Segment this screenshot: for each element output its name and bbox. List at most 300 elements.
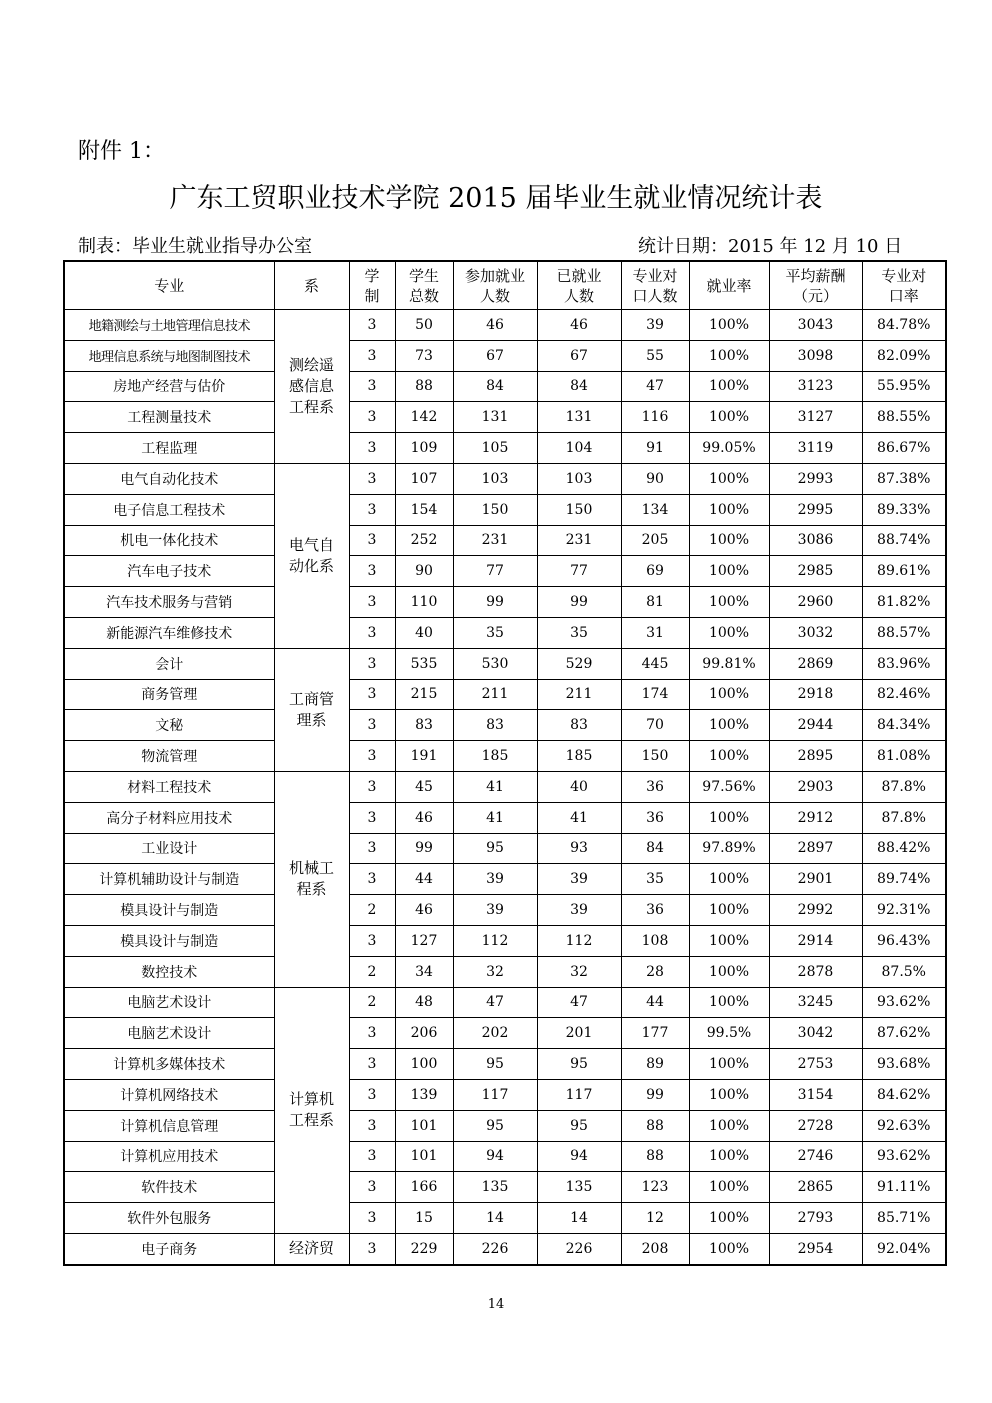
- cell-major: 计算机信息管理: [64, 1110, 274, 1141]
- cell-matched: 70: [621, 710, 689, 741]
- cell-years: 3: [349, 525, 395, 556]
- cell-major: 电子信息工程技术: [64, 494, 274, 525]
- cell-years: 3: [349, 833, 395, 864]
- cell-years: 3: [349, 1141, 395, 1172]
- table-row: [64, 1079, 946, 1110]
- cell-participating: 99: [453, 587, 537, 618]
- cell-employment-rate: 100%: [689, 371, 769, 402]
- cell-employment-rate: 99.5%: [689, 1018, 769, 1049]
- cell-years: 3: [349, 433, 395, 464]
- table-maker: 制表：毕业生就业指导办公室: [78, 236, 312, 257]
- cell-employed: 112: [537, 925, 621, 956]
- cell-years: 2: [349, 956, 395, 987]
- cell-matched: 177: [621, 1018, 689, 1049]
- cell-years: 3: [349, 463, 395, 494]
- table-row: [64, 617, 946, 648]
- cell-avg-salary: 2912: [769, 802, 862, 833]
- cell-matched: 69: [621, 556, 689, 587]
- cell-avg-salary: 2944: [769, 710, 862, 741]
- cell-avg-salary: 2985: [769, 556, 862, 587]
- cell-employment-rate: 100%: [689, 587, 769, 618]
- cell-major: 高分子材料应用技术: [64, 802, 274, 833]
- cell-participating: 41: [453, 802, 537, 833]
- cell-employment-rate: 100%: [689, 1110, 769, 1141]
- cell-avg-salary: 3119: [769, 433, 862, 464]
- cell-employed: 39: [537, 895, 621, 926]
- cell-employment-rate: 100%: [689, 1049, 769, 1080]
- header-avg-salary: 平均薪酬 （元）: [769, 261, 862, 310]
- table-row: [64, 648, 946, 679]
- cell-matched: 123: [621, 1172, 689, 1203]
- cell-participating: 95: [453, 1110, 537, 1141]
- cell-avg-salary: 2918: [769, 679, 862, 710]
- cell-employment-rate: 100%: [689, 310, 769, 341]
- cell-participating: 84: [453, 371, 537, 402]
- table-header-row: [64, 261, 946, 310]
- cell-matched: 108: [621, 925, 689, 956]
- cell-major: 物流管理: [64, 741, 274, 772]
- cell-department: 计算机 工程系: [274, 987, 349, 1233]
- cell-years: 3: [349, 402, 395, 433]
- cell-avg-salary: 2865: [769, 1172, 862, 1203]
- cell-total-students: 46: [395, 895, 453, 926]
- table-row: [64, 833, 946, 864]
- cell-participating: 105: [453, 433, 537, 464]
- cell-major: 模具设计与制造: [64, 895, 274, 926]
- cell-participating: 39: [453, 895, 537, 926]
- header-employed: 已就业 人数: [537, 261, 621, 310]
- cell-total-students: 100: [395, 1049, 453, 1080]
- cell-years: 3: [349, 556, 395, 587]
- table-row: [64, 710, 946, 741]
- cell-employed: 94: [537, 1141, 621, 1172]
- cell-employed: 40: [537, 771, 621, 802]
- cell-major: 电子商务: [64, 1233, 274, 1264]
- cell-employed: 104: [537, 433, 621, 464]
- cell-major: 地籍测绘与土地管理信息技术: [64, 310, 274, 341]
- cell-total-students: 48: [395, 987, 453, 1018]
- table-row: [64, 433, 946, 464]
- cell-major: 模具设计与制造: [64, 925, 274, 956]
- cell-participating: 77: [453, 556, 537, 587]
- header-years: 学 制: [349, 261, 395, 310]
- cell-employed: 117: [537, 1079, 621, 1110]
- cell-total-students: 229: [395, 1233, 453, 1264]
- table-row: [64, 463, 946, 494]
- cell-avg-salary: 2914: [769, 925, 862, 956]
- cell-major: 计算机网络技术: [64, 1079, 274, 1110]
- cell-participating: 95: [453, 833, 537, 864]
- cell-total-students: 535: [395, 648, 453, 679]
- cell-major: 电气自动化技术: [64, 463, 274, 494]
- cell-employment-rate: 100%: [689, 741, 769, 772]
- cell-avg-salary: 3154: [769, 1079, 862, 1110]
- cell-years: 2: [349, 895, 395, 926]
- cell-participating: 32: [453, 956, 537, 987]
- cell-department: 测绘遥 感信息 工程系: [274, 310, 349, 464]
- table-row: [64, 864, 946, 895]
- cell-matched: 445: [621, 648, 689, 679]
- cell-employed: 99: [537, 587, 621, 618]
- header-matched: 专业对 口人数: [621, 261, 689, 310]
- cell-major: 电脑艺术设计: [64, 1018, 274, 1049]
- cell-matched: 44: [621, 987, 689, 1018]
- cell-employed: 103: [537, 463, 621, 494]
- cell-employment-rate: 100%: [689, 1233, 769, 1264]
- cell-employment-rate: 100%: [689, 895, 769, 926]
- cell-total-students: 127: [395, 925, 453, 956]
- cell-employed: 185: [537, 741, 621, 772]
- cell-employment-rate: 100%: [689, 956, 769, 987]
- cell-avg-salary: 2728: [769, 1110, 862, 1141]
- cell-employment-rate: 100%: [689, 864, 769, 895]
- cell-participating: 226: [453, 1233, 537, 1264]
- cell-years: 3: [349, 310, 395, 341]
- cell-years: 3: [349, 617, 395, 648]
- cell-avg-salary: 2903: [769, 771, 862, 802]
- cell-total-students: 191: [395, 741, 453, 772]
- cell-major: 机电一体化技术: [64, 525, 274, 556]
- cell-years: 3: [349, 587, 395, 618]
- cell-participating: 39: [453, 864, 537, 895]
- cell-matched: 35: [621, 864, 689, 895]
- cell-match-rate: 81.08%: [862, 741, 946, 772]
- cell-years: 3: [349, 494, 395, 525]
- cell-employment-rate: 100%: [689, 617, 769, 648]
- table-row: [64, 741, 946, 772]
- cell-matched: 31: [621, 617, 689, 648]
- table-row: [64, 895, 946, 926]
- table-row: [64, 925, 946, 956]
- header-match-rate: 专业对 口率: [862, 261, 946, 310]
- table-row: [64, 987, 946, 1018]
- cell-employment-rate: 99.05%: [689, 433, 769, 464]
- cell-total-students: 73: [395, 340, 453, 371]
- table-row: [64, 802, 946, 833]
- header-employment-rate: 就业率: [689, 261, 769, 310]
- table-row: [64, 1203, 946, 1234]
- cell-avg-salary: 3127: [769, 402, 862, 433]
- cell-years: 3: [349, 1203, 395, 1234]
- cell-matched: 39: [621, 310, 689, 341]
- cell-match-rate: 96.43%: [862, 925, 946, 956]
- cell-match-rate: 88.74%: [862, 525, 946, 556]
- cell-total-students: 99: [395, 833, 453, 864]
- cell-matched: 36: [621, 802, 689, 833]
- cell-matched: 81: [621, 587, 689, 618]
- cell-major: 文秘: [64, 710, 274, 741]
- cell-years: 3: [349, 741, 395, 772]
- cell-avg-salary: 2992: [769, 895, 862, 926]
- cell-participating: 185: [453, 741, 537, 772]
- cell-match-rate: 92.04%: [862, 1233, 946, 1264]
- table-row: [64, 587, 946, 618]
- cell-match-rate: 86.67%: [862, 433, 946, 464]
- cell-participating: 14: [453, 1203, 537, 1234]
- cell-match-rate: 84.78%: [862, 310, 946, 341]
- cell-total-students: 40: [395, 617, 453, 648]
- cell-matched: 174: [621, 679, 689, 710]
- cell-participating: 112: [453, 925, 537, 956]
- cell-years: 3: [349, 340, 395, 371]
- cell-employment-rate: 100%: [689, 925, 769, 956]
- cell-avg-salary: 3032: [769, 617, 862, 648]
- cell-employment-rate: 100%: [689, 340, 769, 371]
- cell-major: 房地产经营与估价: [64, 371, 274, 402]
- cell-participating: 47: [453, 987, 537, 1018]
- cell-total-students: 45: [395, 771, 453, 802]
- cell-matched: 89: [621, 1049, 689, 1080]
- cell-avg-salary: 2753: [769, 1049, 862, 1080]
- cell-employment-rate: 100%: [689, 802, 769, 833]
- cell-employment-rate: 100%: [689, 402, 769, 433]
- cell-major: 地理信息系统与地图制图技术: [64, 340, 274, 371]
- cell-total-students: 88: [395, 371, 453, 402]
- cell-participating: 35: [453, 617, 537, 648]
- cell-matched: 84: [621, 833, 689, 864]
- cell-matched: 36: [621, 895, 689, 926]
- cell-avg-salary: 2901: [769, 864, 862, 895]
- cell-total-students: 83: [395, 710, 453, 741]
- cell-matched: 205: [621, 525, 689, 556]
- cell-participating: 202: [453, 1018, 537, 1049]
- cell-major: 计算机多媒体技术: [64, 1049, 274, 1080]
- header-department: 系: [274, 261, 349, 310]
- cell-match-rate: 87.62%: [862, 1018, 946, 1049]
- cell-total-students: 15: [395, 1203, 453, 1234]
- cell-years: 3: [349, 1110, 395, 1141]
- table-row: [64, 371, 946, 402]
- cell-major: 计算机辅助设计与制造: [64, 864, 274, 895]
- cell-years: 3: [349, 925, 395, 956]
- cell-match-rate: 83.96%: [862, 648, 946, 679]
- cell-total-students: 166: [395, 1172, 453, 1203]
- table-row: [64, 1172, 946, 1203]
- cell-employed: 201: [537, 1018, 621, 1049]
- cell-participating: 231: [453, 525, 537, 556]
- cell-major: 工程监理: [64, 433, 274, 464]
- cell-matched: 99: [621, 1079, 689, 1110]
- cell-match-rate: 92.31%: [862, 895, 946, 926]
- cell-major: 电脑艺术设计: [64, 987, 274, 1018]
- cell-employed: 135: [537, 1172, 621, 1203]
- cell-years: 3: [349, 1233, 395, 1264]
- cell-department: 经济贸: [274, 1233, 349, 1264]
- cell-employment-rate: 97.56%: [689, 771, 769, 802]
- cell-employment-rate: 97.89%: [689, 833, 769, 864]
- cell-total-students: 139: [395, 1079, 453, 1110]
- cell-match-rate: 84.62%: [862, 1079, 946, 1110]
- cell-total-students: 46: [395, 802, 453, 833]
- attachment-label: 附件 1：: [78, 139, 165, 164]
- cell-matched: 88: [621, 1110, 689, 1141]
- cell-employed: 529: [537, 648, 621, 679]
- cell-employed: 46: [537, 310, 621, 341]
- cell-major: 会计: [64, 648, 274, 679]
- cell-total-students: 101: [395, 1141, 453, 1172]
- employment-stats-table: [63, 260, 947, 1266]
- cell-total-students: 206: [395, 1018, 453, 1049]
- cell-participating: 103: [453, 463, 537, 494]
- cell-match-rate: 89.61%: [862, 556, 946, 587]
- header-participating: 参加就业 人数: [453, 261, 537, 310]
- cell-years: 3: [349, 1079, 395, 1110]
- cell-major: 软件技术: [64, 1172, 274, 1203]
- cell-participating: 135: [453, 1172, 537, 1203]
- cell-matched: 55: [621, 340, 689, 371]
- table-row: [64, 1110, 946, 1141]
- cell-participating: 95: [453, 1049, 537, 1080]
- cell-employed: 95: [537, 1049, 621, 1080]
- cell-match-rate: 93.62%: [862, 1141, 946, 1172]
- cell-match-rate: 85.71%: [862, 1203, 946, 1234]
- header-major: 专业: [64, 261, 274, 310]
- cell-match-rate: 88.42%: [862, 833, 946, 864]
- cell-participating: 150: [453, 494, 537, 525]
- cell-employment-rate: 100%: [689, 494, 769, 525]
- cell-match-rate: 93.68%: [862, 1049, 946, 1080]
- cell-employment-rate: 100%: [689, 556, 769, 587]
- cell-employment-rate: 100%: [689, 463, 769, 494]
- cell-employed: 67: [537, 340, 621, 371]
- cell-employment-rate: 100%: [689, 1141, 769, 1172]
- table-row: [64, 310, 946, 341]
- table-row: [64, 679, 946, 710]
- cell-employed: 41: [537, 802, 621, 833]
- cell-major: 工业设计: [64, 833, 274, 864]
- cell-matched: 12: [621, 1203, 689, 1234]
- cell-major: 汽车电子技术: [64, 556, 274, 587]
- cell-major: 新能源汽车维修技术: [64, 617, 274, 648]
- cell-matched: 91: [621, 433, 689, 464]
- cell-employment-rate: 100%: [689, 679, 769, 710]
- cell-match-rate: 82.46%: [862, 679, 946, 710]
- cell-avg-salary: 2895: [769, 741, 862, 772]
- cell-employed: 211: [537, 679, 621, 710]
- stat-date: 统计日期：2015 年 12 月 10 日: [638, 236, 903, 257]
- cell-years: 3: [349, 802, 395, 833]
- cell-avg-salary: 3123: [769, 371, 862, 402]
- cell-participating: 211: [453, 679, 537, 710]
- cell-total-students: 110: [395, 587, 453, 618]
- table-row: [64, 525, 946, 556]
- cell-years: 3: [349, 771, 395, 802]
- cell-years: 3: [349, 679, 395, 710]
- cell-total-students: 154: [395, 494, 453, 525]
- cell-match-rate: 87.8%: [862, 771, 946, 802]
- cell-participating: 94: [453, 1141, 537, 1172]
- cell-employed: 77: [537, 556, 621, 587]
- cell-employed: 84: [537, 371, 621, 402]
- cell-avg-salary: 2897: [769, 833, 862, 864]
- cell-employed: 93: [537, 833, 621, 864]
- cell-avg-salary: 3098: [769, 340, 862, 371]
- cell-participating: 67: [453, 340, 537, 371]
- cell-total-students: 34: [395, 956, 453, 987]
- cell-major: 软件外包服务: [64, 1203, 274, 1234]
- cell-avg-salary: 3042: [769, 1018, 862, 1049]
- cell-major: 商务管理: [64, 679, 274, 710]
- cell-employed: 95: [537, 1110, 621, 1141]
- cell-employed: 226: [537, 1233, 621, 1264]
- cell-participating: 131: [453, 402, 537, 433]
- cell-major: 计算机应用技术: [64, 1141, 274, 1172]
- cell-matched: 208: [621, 1233, 689, 1264]
- cell-avg-salary: 2869: [769, 648, 862, 679]
- cell-employment-rate: 100%: [689, 710, 769, 741]
- cell-match-rate: 82.09%: [862, 340, 946, 371]
- cell-matched: 28: [621, 956, 689, 987]
- cell-avg-salary: 3043: [769, 310, 862, 341]
- cell-years: 3: [349, 1049, 395, 1080]
- cell-employment-rate: 100%: [689, 1172, 769, 1203]
- cell-avg-salary: 2993: [769, 463, 862, 494]
- cell-department: 电气自 动化系: [274, 463, 349, 648]
- cell-major: 汽车技术服务与营销: [64, 587, 274, 618]
- cell-total-students: 107: [395, 463, 453, 494]
- cell-years: 3: [349, 1172, 395, 1203]
- cell-match-rate: 81.82%: [862, 587, 946, 618]
- cell-participating: 530: [453, 648, 537, 679]
- cell-matched: 36: [621, 771, 689, 802]
- cell-participating: 46: [453, 310, 537, 341]
- table-row: [64, 1049, 946, 1080]
- cell-match-rate: 88.55%: [862, 402, 946, 433]
- cell-employed: 131: [537, 402, 621, 433]
- cell-matched: 116: [621, 402, 689, 433]
- cell-total-students: 142: [395, 402, 453, 433]
- cell-avg-salary: 2954: [769, 1233, 862, 1264]
- cell-participating: 117: [453, 1079, 537, 1110]
- cell-employed: 150: [537, 494, 621, 525]
- cell-avg-salary: 2746: [769, 1141, 862, 1172]
- cell-matched: 150: [621, 741, 689, 772]
- cell-years: 3: [349, 864, 395, 895]
- cell-employed: 83: [537, 710, 621, 741]
- cell-employed: 231: [537, 525, 621, 556]
- cell-total-students: 90: [395, 556, 453, 587]
- cell-employed: 14: [537, 1203, 621, 1234]
- cell-department: 机械工 程系: [274, 771, 349, 987]
- cell-matched: 88: [621, 1141, 689, 1172]
- cell-years: 2: [349, 987, 395, 1018]
- cell-employment-rate: 100%: [689, 987, 769, 1018]
- cell-major: 工程测量技术: [64, 402, 274, 433]
- cell-match-rate: 93.62%: [862, 987, 946, 1018]
- cell-employed: 35: [537, 617, 621, 648]
- table-row: [64, 1141, 946, 1172]
- table-row: [64, 1233, 946, 1264]
- cell-matched: 90: [621, 463, 689, 494]
- cell-matched: 134: [621, 494, 689, 525]
- cell-total-students: 44: [395, 864, 453, 895]
- cell-years: 3: [349, 710, 395, 741]
- cell-employment-rate: 100%: [689, 525, 769, 556]
- cell-employment-rate: 100%: [689, 1079, 769, 1110]
- cell-match-rate: 55.95%: [862, 371, 946, 402]
- cell-avg-salary: 2793: [769, 1203, 862, 1234]
- cell-major: 数控技术: [64, 956, 274, 987]
- cell-avg-salary: 3245: [769, 987, 862, 1018]
- cell-years: 3: [349, 371, 395, 402]
- page-number: 14: [487, 1297, 505, 1312]
- table-row: [64, 402, 946, 433]
- cell-major: 材料工程技术: [64, 771, 274, 802]
- cell-match-rate: 88.57%: [862, 617, 946, 648]
- header-total-students: 学生 总数: [395, 261, 453, 310]
- cell-participating: 41: [453, 771, 537, 802]
- cell-participating: 83: [453, 710, 537, 741]
